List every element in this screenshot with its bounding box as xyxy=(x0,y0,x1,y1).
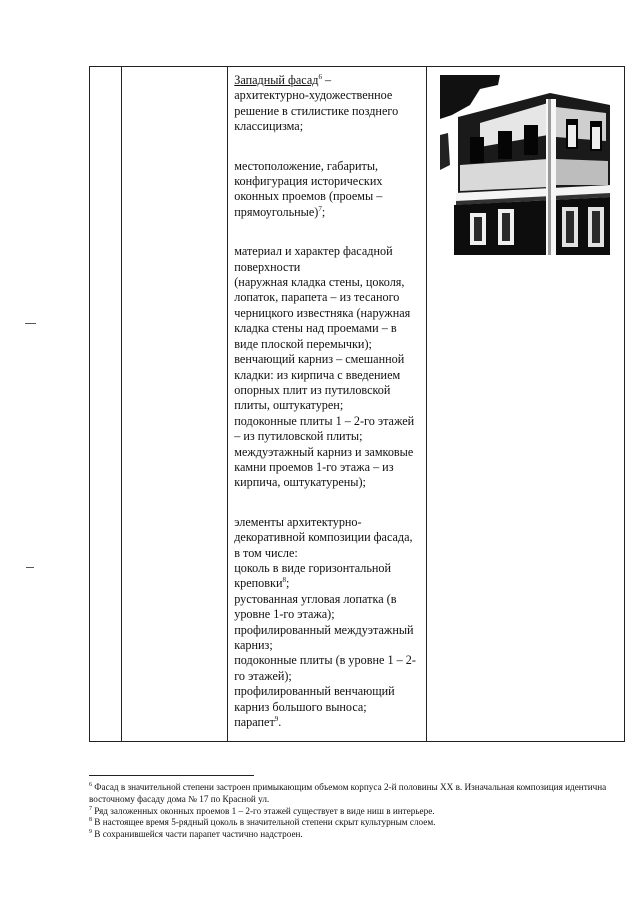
material-item: (наружная кладка стены, цоколя, лопаток, парапета – из тесаного черницкого известняка (наружная кладка стены над проемами – в виде плоской перемычки); xyxy=(234,275,411,351)
element-item: профилированный венчающий карниз большого выноса; xyxy=(234,684,395,714)
footnote-ref[interactable]: 9 xyxy=(274,714,279,723)
material-item: венчающий карниз – смешанной кладки: из кирпича с введением опорных плит из путиловской плиты, оштукатурен; xyxy=(234,352,405,413)
margin-mark xyxy=(25,323,36,324)
footnote xyxy=(89,782,619,806)
facade-photo xyxy=(440,75,610,255)
margin-mark xyxy=(26,567,34,568)
element-item: парапет$^9$. xyxy=(234,714,282,730)
elements-heading: элементы архитектурно-декоративной композиции фасада, в том числе: xyxy=(234,514,413,560)
material-heading: материал и характер фасадной поверхности xyxy=(234,244,393,274)
element-item: рустованная угловая лопатка (в уровне 1-го этажа); xyxy=(234,591,397,622)
location-description: местоположение, габариты, конфигурация исторических оконных проемов (проемы – прямоугольные)$^7$; xyxy=(234,158,383,219)
material-list xyxy=(234,275,419,491)
footnote-text: В сохранившейся части парапет частично надстроен. xyxy=(94,829,303,840)
cell-number xyxy=(90,67,122,742)
cell-description xyxy=(228,67,426,742)
cell-photo xyxy=(426,67,624,742)
facade-heading: Западный фасад$^6$ – xyxy=(234,72,332,87)
facade-title: Западный фасад xyxy=(234,73,319,87)
footnote xyxy=(89,829,619,841)
description-text xyxy=(228,67,425,730)
footnote-text: Фасад в значительной степени застроен примыкающим объемом корпуса 2-й половины XX в. Изначальная композиция идентична восточному фасаду дома № 17 по Красной ул. xyxy=(89,782,607,804)
architectural-solution: архитектурно-художественное решение в стилистике позднего классицизма; xyxy=(234,88,399,134)
footnote xyxy=(89,817,619,829)
footnote-text: Ряд заложенных оконных проемов 1 – 2-го этажей существует в виде ниш в интерьере. xyxy=(94,805,435,816)
footnote-number: 6 xyxy=(89,781,92,788)
material-item: подоконные плиты 1 – 2-го этажей – из путиловской плиты; xyxy=(234,413,415,444)
table-row xyxy=(90,67,625,742)
footnote-number: 8 xyxy=(89,817,92,824)
element-item: подоконные плиты (в уровне 1 – 2-го этажей); xyxy=(234,653,416,683)
footnote-separator xyxy=(89,775,254,776)
element-item: профилированный междуэтажный карниз; xyxy=(234,622,414,652)
cell-object-name xyxy=(122,67,228,742)
footnote-ref[interactable]: 6 xyxy=(318,72,322,81)
material-item: междуэтажный карниз и замковые камни проемов 1-го этажа – из кирпича, оштукатурены); xyxy=(234,444,414,490)
footnote-ref[interactable]: 7 xyxy=(318,204,322,213)
facade-table xyxy=(89,66,625,742)
footnotes xyxy=(89,775,619,841)
elements-list xyxy=(234,561,419,730)
footnote-ref[interactable]: 8 xyxy=(282,576,286,585)
footnote-list xyxy=(89,782,619,841)
footnote-number: 9 xyxy=(89,829,92,836)
element-item: цоколь в виде горизонтальной креповки$^8$; xyxy=(234,560,392,591)
footnote xyxy=(89,806,619,818)
footnote-number: 7 xyxy=(89,805,92,812)
footnote-text: В настоящее время 5-рядный цоколь в значительной степени скрыт культурным слоем. xyxy=(94,817,436,828)
